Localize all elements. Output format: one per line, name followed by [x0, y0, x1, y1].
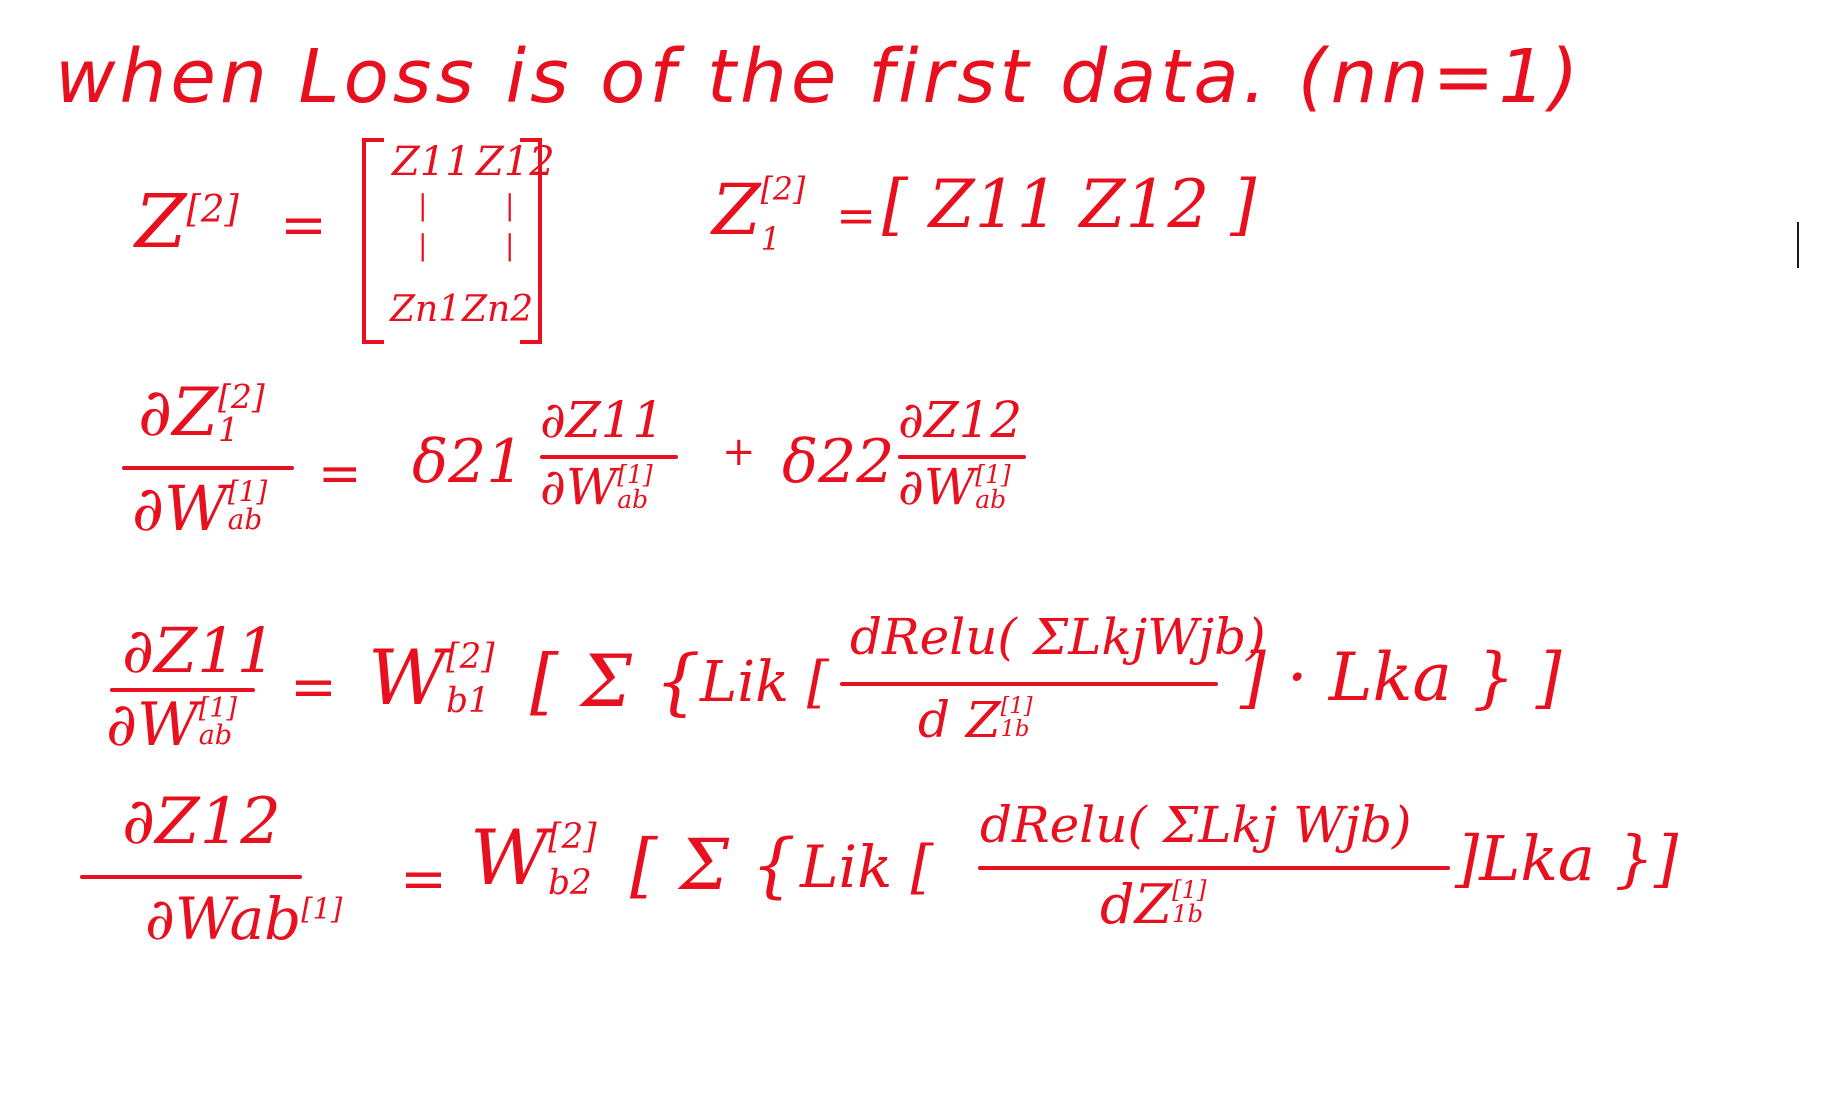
eq4-numerator: ∂Z12	[122, 785, 281, 859]
eq3-w-sup: [2]	[446, 637, 495, 677]
matrix-vdots-4: |	[505, 229, 515, 262]
matrix-zn1: Zn1	[390, 289, 462, 330]
eq2-numerator	[138, 374, 265, 451]
eq4-weight	[470, 813, 597, 904]
eq4-open: [ Σ {	[630, 824, 796, 906]
eq4-inner-denominator	[1100, 873, 1207, 936]
eq4-den-symbol: ∂Wab	[145, 885, 302, 953]
matrix-vdots-3: |	[418, 229, 428, 262]
eq4-inner-fraction-bar	[978, 866, 1450, 870]
eq4-inner-den-symbol: dZ	[1100, 873, 1173, 936]
eq2-t1-denominator	[540, 458, 653, 516]
eq4-w-symbol: W	[470, 813, 549, 902]
note-title: when Loss is of the first data. (nn=1)	[55, 34, 1583, 120]
eq3-inner-den-sub: 1b	[1000, 715, 1030, 742]
matrix-vdots-2: |	[505, 189, 515, 222]
eq3-w-symbol: W	[368, 633, 447, 722]
eq3-open: [ Σ {	[530, 639, 701, 723]
eq1b-lhs-symbol: Z	[712, 169, 761, 251]
matrix-vdots-1: |	[418, 189, 428, 222]
eq1b-lhs	[712, 169, 806, 258]
eq2-delta21: δ21	[412, 427, 525, 497]
eq1b-equals: =	[836, 188, 877, 244]
eq2-fraction-bar	[122, 466, 294, 470]
eq3-denominator	[106, 690, 237, 760]
eq3-inner-numerator: dRelu( ΣLkjWjb)	[850, 608, 1266, 666]
eq4-fraction-bar	[80, 875, 302, 879]
eq2-t2-denominator	[898, 458, 1011, 516]
eq2-den-sup: [1]	[227, 475, 268, 508]
eq3-den-sup: [1]	[198, 693, 237, 724]
eq2-t1-den-sub: ab	[617, 485, 649, 514]
eq2-delta22: δ22	[782, 427, 895, 497]
eq2-denominator	[132, 472, 268, 545]
eq4-den-sup: [1]	[301, 891, 343, 926]
eq3-den-symbol: ∂W	[106, 690, 199, 760]
eq3-inner-den-symbol: d Z	[918, 691, 1001, 749]
eq4-w-sup: [2]	[548, 817, 597, 857]
eq2-t1-den-sup: [1]	[617, 460, 653, 489]
eq2-t1-den-symbol: ∂W	[540, 458, 618, 516]
eq1b-lhs-sub: 1	[760, 221, 781, 258]
eq2-equals: =	[318, 444, 362, 504]
eq4-equals: =	[400, 847, 447, 912]
eq4-inner-numerator: dRelu( ΣLkj Wjb)	[980, 796, 1412, 854]
eq4-w-sub: b2	[548, 863, 592, 904]
eq1-lhs-symbol: Z	[135, 179, 187, 265]
eq1-lhs	[135, 179, 239, 265]
eq2-t2-den-sub: ab	[975, 485, 1007, 514]
eq3-close: ] · Lka } ]	[1240, 639, 1562, 716]
eq2-t2-den-sup: [1]	[975, 460, 1011, 489]
eq3-weight	[368, 633, 495, 722]
eq1-lhs-sup: [2]	[186, 187, 239, 231]
eq3-lik: Lik [	[700, 650, 829, 715]
eq2-plus: +	[722, 429, 756, 475]
eq4-denominator	[145, 885, 343, 953]
eq2-t2-den-symbol: ∂W	[898, 458, 976, 516]
eq3-inner-fraction-bar	[840, 682, 1218, 686]
eq3-den-sub: ab	[198, 720, 233, 751]
eq3-inner-den-sup: [1]	[1000, 693, 1033, 719]
eq2-den-sub: ab	[227, 502, 263, 536]
eq4-close: ]Lka }]	[1455, 822, 1679, 895]
eq4-inner-den-sup: [1]	[1172, 875, 1207, 904]
eq1b-lhs-sup: [2]	[760, 172, 806, 208]
eq1-equals: =	[280, 193, 327, 258]
text-cursor	[1797, 222, 1799, 268]
eq2-num-sub: 1	[218, 410, 239, 449]
matrix-zn2: Zn2	[462, 289, 534, 330]
eq3-inner-denominator	[918, 691, 1033, 749]
matrix-left-bracket	[362, 138, 384, 344]
eq2-num-sup: [2]	[218, 377, 265, 416]
eq2-t2-numerator: ∂Z12	[898, 391, 1023, 449]
eq2-t1-numerator: ∂Z11	[540, 391, 665, 449]
matrix-z11: Z11	[392, 139, 471, 185]
matrix-z12: Z12	[476, 139, 555, 185]
eq1b-rhs: [ Z11 Z12 ]	[882, 166, 1257, 243]
eq3-numerator: ∂Z11	[122, 614, 277, 687]
eq4-lik: Lik [	[800, 833, 934, 901]
eq3-w-sub: b1	[446, 681, 490, 722]
eq4-inner-den-sub: 1b	[1172, 899, 1204, 929]
eq2-num-symbol: ∂Z	[138, 374, 218, 451]
eq3-equals: =	[290, 655, 337, 720]
eq2-den-symbol: ∂W	[132, 472, 228, 545]
